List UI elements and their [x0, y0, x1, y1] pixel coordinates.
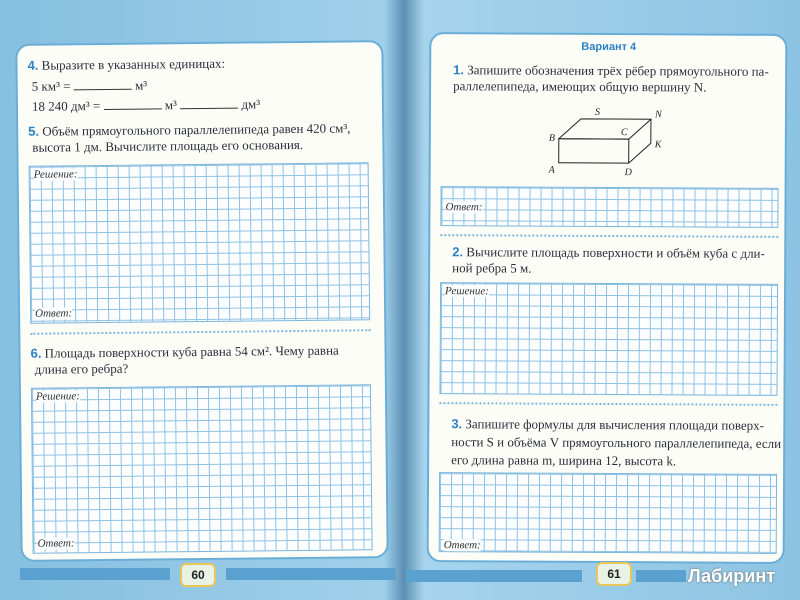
footer-strip: [20, 568, 170, 580]
answer-label: Ответ:: [35, 307, 73, 320]
footer-strip: [226, 568, 396, 580]
answer-grid-task-3[interactable]: [439, 472, 777, 554]
divider: [439, 402, 777, 406]
task-number: 1.: [453, 62, 465, 78]
task-6-line-2: длина его ребра?: [34, 360, 129, 377]
right-page-card: [427, 32, 788, 564]
footer-strip: [406, 570, 582, 582]
labirint-watermark: Лабиринт: [688, 566, 776, 586]
top-face: [559, 119, 651, 139]
task-text: Площадь поверхности куба равна 54 см². Чему равна: [44, 342, 339, 361]
vertex-label: N: [654, 109, 662, 121]
task-1-line-2: раллелепипеда, имеющих общую вершину N.: [453, 78, 707, 95]
expression: 5 км³ =: [31, 78, 71, 94]
task-2-line-2: ной ребра 5 м.: [452, 260, 532, 276]
task-1-line-1: [453, 62, 769, 80]
task-4-heading: [27, 56, 225, 74]
unit: м³: [164, 97, 177, 113]
answer-blank[interactable]: [104, 108, 162, 110]
vertex-label: D: [624, 167, 632, 179]
left-page-card: [15, 40, 388, 562]
task-number: 3.: [451, 416, 463, 432]
task-4-line-1: [32, 78, 148, 95]
task-5-line-2: высота 1 дм. Вычислите площадь его основания.: [32, 136, 304, 155]
task-number: 2.: [452, 244, 464, 260]
variant-title: Вариант 4: [581, 40, 637, 54]
parallelepiped-figure: [541, 105, 691, 180]
task-number: 4.: [27, 57, 39, 73]
unit: дм³: [241, 96, 261, 112]
footer-strip: [636, 570, 686, 582]
divider: [30, 329, 370, 335]
task-2-line-1: [452, 244, 765, 262]
answer-label: Ответ:: [443, 539, 481, 552]
answer-blank[interactable]: [74, 89, 132, 91]
answer-blank[interactable]: [180, 108, 238, 110]
task-number: 5.: [28, 123, 40, 139]
divider: [440, 234, 778, 238]
task-number: 6.: [30, 345, 42, 361]
side-edges: [629, 119, 651, 163]
solution-grid-task-2[interactable]: [439, 282, 778, 396]
vertex-label: A: [548, 164, 555, 176]
unit: м³: [134, 77, 148, 93]
page-number: 60: [180, 563, 216, 587]
answer-label: Ответ:: [37, 537, 75, 550]
vertex-label: K: [654, 139, 662, 151]
task-text: Объём прямоугольного параллелепипеда равен 420 см³,: [42, 120, 351, 139]
task-6-line-1: [30, 343, 338, 362]
task-3-line-3: его длина равна m, ширина 12, высота k.: [451, 452, 677, 469]
page-number: 61: [596, 562, 632, 586]
solution-label: Решение:: [33, 168, 78, 181]
vertex-label: C: [620, 127, 628, 139]
task-3-line-1: [451, 416, 764, 434]
solution-grid-task-5[interactable]: [29, 162, 371, 324]
solution-grid-task-6[interactable]: [31, 384, 373, 554]
front-face: [559, 139, 629, 163]
answer-grid-task-1[interactable]: [440, 186, 778, 228]
solution-label: Решение:: [35, 390, 80, 403]
answer-label: Ответ:: [445, 201, 483, 214]
task-text: Запишите формулы для вычисления площади поверх-: [465, 416, 765, 433]
vertex-label: S: [594, 106, 601, 118]
task-text: Запишите обозначения трёх рёбер прямоугольного па-: [467, 62, 769, 79]
vertex-label: B: [548, 132, 555, 144]
task-text: Выразите в указанных единицах:: [41, 55, 226, 73]
task-4-line-2: [32, 96, 260, 114]
solution-label: Решение:: [445, 285, 489, 298]
task-text: Вычислите площадь поверхности и объём куба с дли-: [466, 244, 765, 261]
task-3-line-2: ности S и объёма V прямоугольного параллелепипеда, если: [451, 434, 782, 451]
expression: 18 240 дм³ =: [31, 98, 101, 114]
